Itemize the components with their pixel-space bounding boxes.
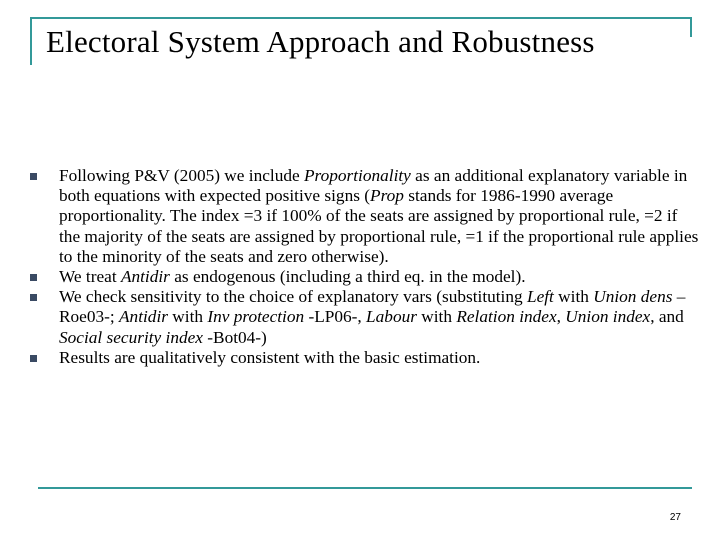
square-bullet-icon — [30, 173, 37, 180]
bullet-text: Results are qualitatively consistent with the basic estimation. — [59, 347, 481, 367]
bullet-item — [30, 287, 702, 348]
bullet-text: stands for 1986-1990 average proportionality. The index =3 if 100% of the seats are assigned by proportional rule, =2 if the majority of the seats are assigned by proportional rule, =1 if the proportional rule applies to the minority of the seats and zero otherwise). — [59, 186, 699, 266]
bullet-text: -LP06-, — [304, 307, 367, 327]
bullet-text: -Bot04-) — [202, 327, 267, 347]
bullet-text: with — [416, 307, 457, 327]
bullet-text-italic: Union index — [565, 307, 651, 327]
bullet-text: , — [556, 307, 566, 327]
bullet-item — [30, 166, 702, 267]
footer-rule — [38, 487, 692, 489]
bullet-text: Following P&V (2005) we include — [59, 166, 304, 185]
bullet-text: as an additional explanatory variable in both equations with expected positive signs ( — [59, 166, 688, 206]
square-bullet-icon — [30, 355, 37, 362]
bullet-text: We check sensitivity to the choice of explanatory vars (substituting — [59, 287, 527, 307]
bullet-text: with — [553, 287, 594, 307]
bullet-text-italic: Inv protection — [207, 307, 305, 327]
bullet-text-italic: Antidir — [119, 307, 168, 327]
page-number: 27 — [669, 512, 681, 523]
bullet-text-italic: Antidir — [120, 267, 170, 287]
bullet-text-italic: Labour — [366, 307, 417, 327]
title-frame-top-line — [32, 17, 692, 19]
bullet-text: as endogenous (including a third eq. in the model). — [169, 267, 526, 287]
bullet-text-italic: Proportionality — [303, 166, 411, 185]
bullet-list — [30, 166, 702, 368]
bullet-text: –Roe03-; — [59, 287, 686, 327]
bullet-item — [30, 267, 702, 287]
square-bullet-icon — [30, 294, 37, 301]
title-frame-right-line — [690, 17, 692, 37]
slide-title: Electoral System Approach and Robustness — [46, 24, 595, 59]
bullet-text: We treat — [59, 267, 121, 287]
bullet-item — [30, 348, 702, 368]
bullet-text-italic: Relation index — [456, 307, 557, 327]
bullet-text-italic: Social security index — [59, 327, 203, 347]
title-frame-left-line — [30, 17, 32, 65]
bullet-text-italic: Left — [526, 287, 554, 307]
bullet-text: , and — [650, 307, 684, 327]
bullet-text-italic: Prop — [370, 186, 404, 206]
square-bullet-icon — [30, 274, 37, 281]
bullet-text-italic: Union dens — [593, 287, 673, 307]
bullet-text: with — [167, 307, 208, 327]
